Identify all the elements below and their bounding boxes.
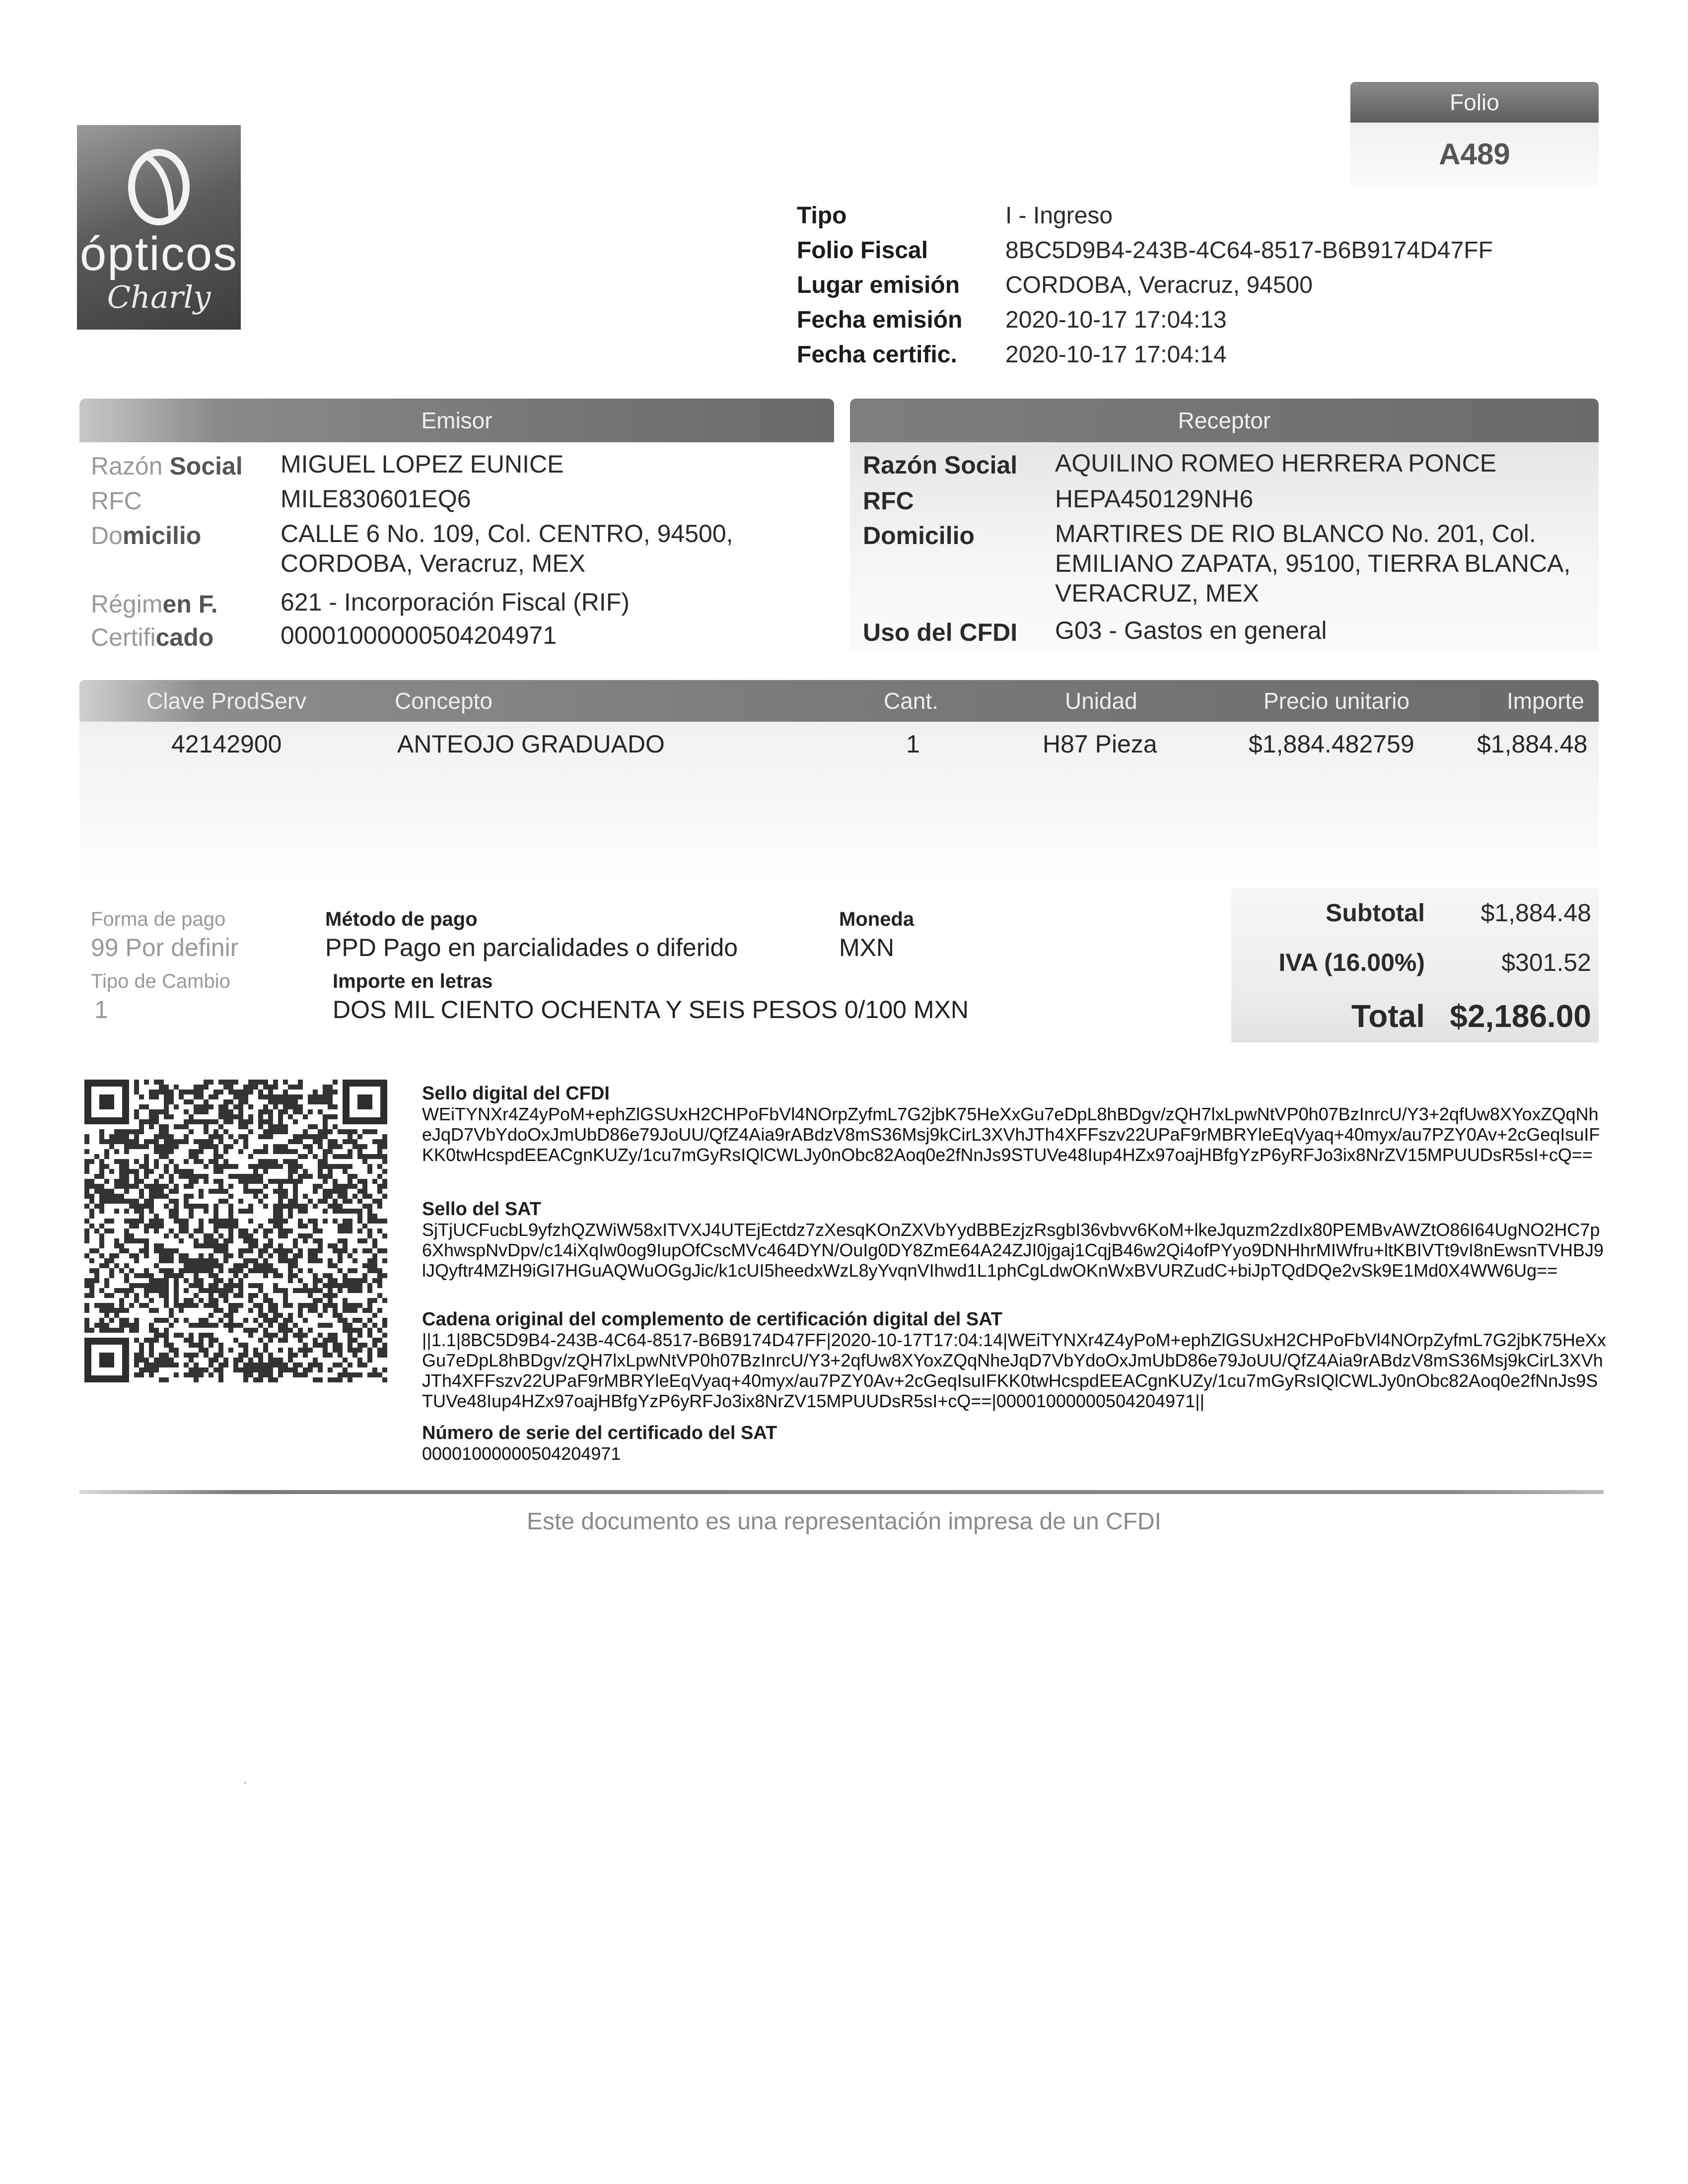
logo-script-text: Charly — [107, 279, 211, 315]
fiscal-value: 2020-10-17 17:04:14 — [1005, 341, 1227, 368]
qr-code-icon — [84, 1080, 387, 1382]
receptor-label-rfc: RFC — [863, 487, 914, 515]
emisor-domicilio-line2: CORDOBA, Veracruz, MEX — [281, 549, 586, 577]
emisor-rfc: MILE830601EQ6 — [281, 485, 471, 513]
fiscal-value: 8BC5D9B4-243B-4C64-8517-B6B9174D47FF — [1005, 237, 1493, 264]
importe-letras-label: Importe en letras — [333, 970, 493, 992]
sello-sat-label: Sello del SAT — [422, 1199, 542, 1220]
sello-cfdi-label: Sello digital del CFDI — [422, 1083, 610, 1104]
forma-pago-value: 99 Por definir — [91, 934, 239, 961]
col-header-clave: Clave ProdServ — [146, 688, 307, 714]
item-unidad: H87 Pieza — [1043, 730, 1157, 758]
footer-note: Este documento es una representación impresa de un CFDI — [526, 1508, 1162, 1535]
emisor-certificado: 00001000000504204971 — [281, 621, 557, 649]
items-table-header — [79, 680, 1599, 722]
emisor-razon-social: MIGUEL LOPEZ EUNICE — [281, 450, 564, 478]
item-importe: $1,884.48 — [1477, 730, 1588, 758]
fiscal-label: Fecha certific. — [797, 341, 957, 368]
emisor-domicilio-line1: CALLE 6 No. 109, Col. CENTRO, 94500, — [281, 520, 733, 547]
item-precio: $1,884.482759 — [1249, 730, 1414, 758]
cadena-original-value: ||1.1|8BC5D9B4-243B-4C64-8517-B6B9174D47FF|2020-10-17T17:04:14|WEiTYNXr4Z4yPoM+ephZlGSUxH2CHPoFbVl4NOrpZyfmL7G2jbK75HeXxGu7eDpL8hBDgv/zQH7lxLpwNtVP0h07BzInrcU/Y3+2qfUw8XYoxZQqNheJqD7VbYdoOxJmUbD86e79JoUU/QfZ4Aia9rABdzV8mS36Msj9kCirL3XVhJTh4XFFszv22UPaF9rMBRYleEqVyaq+40myx/au7PZY0Av+2cGeqIsuIFKK0twHcspdEEACgnKUZy/1cu7mGyRsIQlCWLJy0nObc82Aoq0e2fNnJs9STUVe48Iup4HZx97oajHBfgYzP6yRFJo3ix8NrZV15MPUUDsR5sI+cQ==|00001000000504204971|| — [422, 1330, 1606, 1411]
emisor-header: Emisor — [79, 399, 834, 442]
iva-label: IVA (16.00%) — [1278, 949, 1425, 976]
receptor-rfc: HEPA450129NH6 — [1055, 485, 1254, 513]
total-value: $2,186.00 — [1450, 998, 1591, 1034]
fiscal-value: I - Ingreso — [1005, 203, 1113, 229]
fiscal-label: Tipo — [797, 203, 847, 229]
item-concepto: ANTEOJO GRADUADO — [397, 730, 665, 758]
col-header-cant: Cant. — [884, 688, 938, 714]
sello-sat-value: SjTjUCFucbL9yfzhQZWiW58xITVXJ4UTEjEctdz7zXesqKOnZXVbYydBBEzjzRsgbI36vbvv6KoM+lkeJquzm2zdIx80PEMBvAWZtO86I64UgNO2HC7p6XhwspNvDpv/c14iXqIw0og9IupOfCscMVc464DYN/OuIg0DY8ZmE64A24ZJI0jgaj1CqjB46w2Qi4ofPYyo9DNHhrMIWfru+ltKBIVTt9vI8nEwsnTVHBJ9lJQyftr4MZH9iGI7HGuAQWuOGgJic/k1cUI5heedxWzL8yYvqnVIhwd1L1phCgLdwOKnWxBVURZudC+biJpTQdDQe2vSk9E1Md0X4WW6Ug== — [422, 1220, 1604, 1281]
emisor-regimen: 621 - Incorporación Fiscal (RIF) — [281, 588, 630, 616]
tipo-cambio-label: Tipo de Cambio — [91, 970, 230, 992]
logo-mark-icon — [124, 140, 194, 229]
receptor-domicilio-line1: MARTIRES DE RIO BLANCO No. 201, Col. — [1055, 520, 1536, 547]
sello-cfdi-value: WEiTYNXr4Z4yPoM+ephZlGSUxH2CHPoFbVl4NOrpZyfmL7G2jbK75HeXxGu7eDpL8hBDgv/zQH7lxLpwNtVP0h07BzInrcU/Y3+2qfUw8XYoxZQqNheJqD7VbYdoOxJmUbD86e79JoUU/QfZ4Aia9rABdzV8mS36Msj9kCirL3XVhJTh4XFFszv22UPaF9rMBRYleEqVyaq+40myx/au7PZY0Av+2cGeqIsuIFKK0twHcspdEEACgnKUZy/1cu7mGyRsIQlCWLJy0nObc82Aoq0e2fNnJs9STUVe48Iup4HZx97oajHBfgYzP6yRFJo3ix8NrZV15MPUUDsR5sI+cQ== — [422, 1104, 1600, 1165]
folio-label: Folio — [1350, 82, 1599, 123]
fiscal-label: Lugar emisión — [797, 272, 960, 298]
subtotal-value: $1,884.48 — [1480, 899, 1591, 927]
importe-letras-value: DOS MIL CIENTO OCHENTA Y SEIS PESOS 0/100 MXN — [333, 996, 969, 1024]
item-clave: 42142900 — [171, 730, 282, 758]
company-logo — [77, 125, 241, 330]
footer-divider — [79, 1490, 1604, 1494]
emisor-label-regimen: Régimen F. — [91, 590, 218, 618]
forma-pago-label: Forma de pago — [91, 908, 226, 930]
emisor-label-razon: Razón Social — [91, 452, 243, 480]
emisor-label-certificado: Certificado — [91, 623, 214, 651]
moneda-value: MXN — [839, 934, 895, 961]
col-header-unidad: Unidad — [1065, 688, 1137, 714]
metodo-pago-value: PPD Pago en parcialidades o diferido — [325, 934, 738, 961]
fiscal-row-fecha-emision — [797, 303, 1591, 338]
fiscal-row-fecha-certific — [797, 338, 1591, 372]
receptor-header: Receptor — [850, 399, 1599, 442]
total-label: Total — [1351, 998, 1425, 1034]
fiscal-row-lugar — [797, 268, 1591, 303]
receptor-label-domicilio: Domicilio — [863, 522, 975, 549]
receptor-uso-cfdi: G03 - Gastos en general — [1055, 616, 1327, 644]
receptor-razon-social: AQUILINO ROMEO HERRERA PONCE — [1055, 449, 1497, 477]
fiscal-label: Fecha emisión — [797, 307, 963, 333]
receptor-label-razon: Razón Social — [863, 451, 1018, 479]
col-header-precio: Precio unitario — [1264, 688, 1410, 714]
fiscal-value: 2020-10-17 17:04:13 — [1005, 307, 1227, 333]
emisor-label-rfc: RFC — [91, 487, 142, 515]
metodo-pago-label: Método de pago — [325, 908, 478, 930]
tipo-cambio-value: 1 — [94, 996, 108, 1024]
fiscal-label: Folio Fiscal — [797, 237, 928, 264]
cadena-original-label: Cadena original del complemento de certificación digital del SAT — [422, 1309, 1003, 1330]
col-header-concepto: Concepto — [395, 688, 492, 714]
serie-certificado-label: Número de serie del certificado del SAT — [422, 1423, 777, 1443]
serie-certificado-value: 00001000000504204971 — [422, 1443, 621, 1464]
fiscal-row-folio-fiscal — [797, 233, 1591, 268]
subtotal-label: Subtotal — [1326, 899, 1425, 927]
fiscal-value: CORDOBA, Veracruz, 94500 — [1005, 272, 1313, 298]
scan-speck — [244, 1782, 246, 1784]
moneda-label: Moneda — [839, 908, 914, 930]
fiscal-info — [797, 199, 1591, 372]
emisor-label-domicilio: Domicilio — [91, 522, 202, 549]
fiscal-row-tipo — [797, 199, 1591, 233]
logo-brand-text: ópticos — [79, 227, 238, 280]
receptor-domicilio-line2: EMILIANO ZAPATA, 95100, TIERRA BLANCA, — [1055, 549, 1571, 577]
folio-value: A489 — [1350, 123, 1599, 186]
receptor-domicilio-line3: VERACRUZ, MEX — [1055, 579, 1260, 607]
col-header-importe: Importe — [1507, 688, 1584, 714]
receptor-label-uso: Uso del CFDI — [863, 618, 1018, 646]
iva-value: $301.52 — [1501, 949, 1591, 976]
item-cant: 1 — [906, 730, 920, 758]
